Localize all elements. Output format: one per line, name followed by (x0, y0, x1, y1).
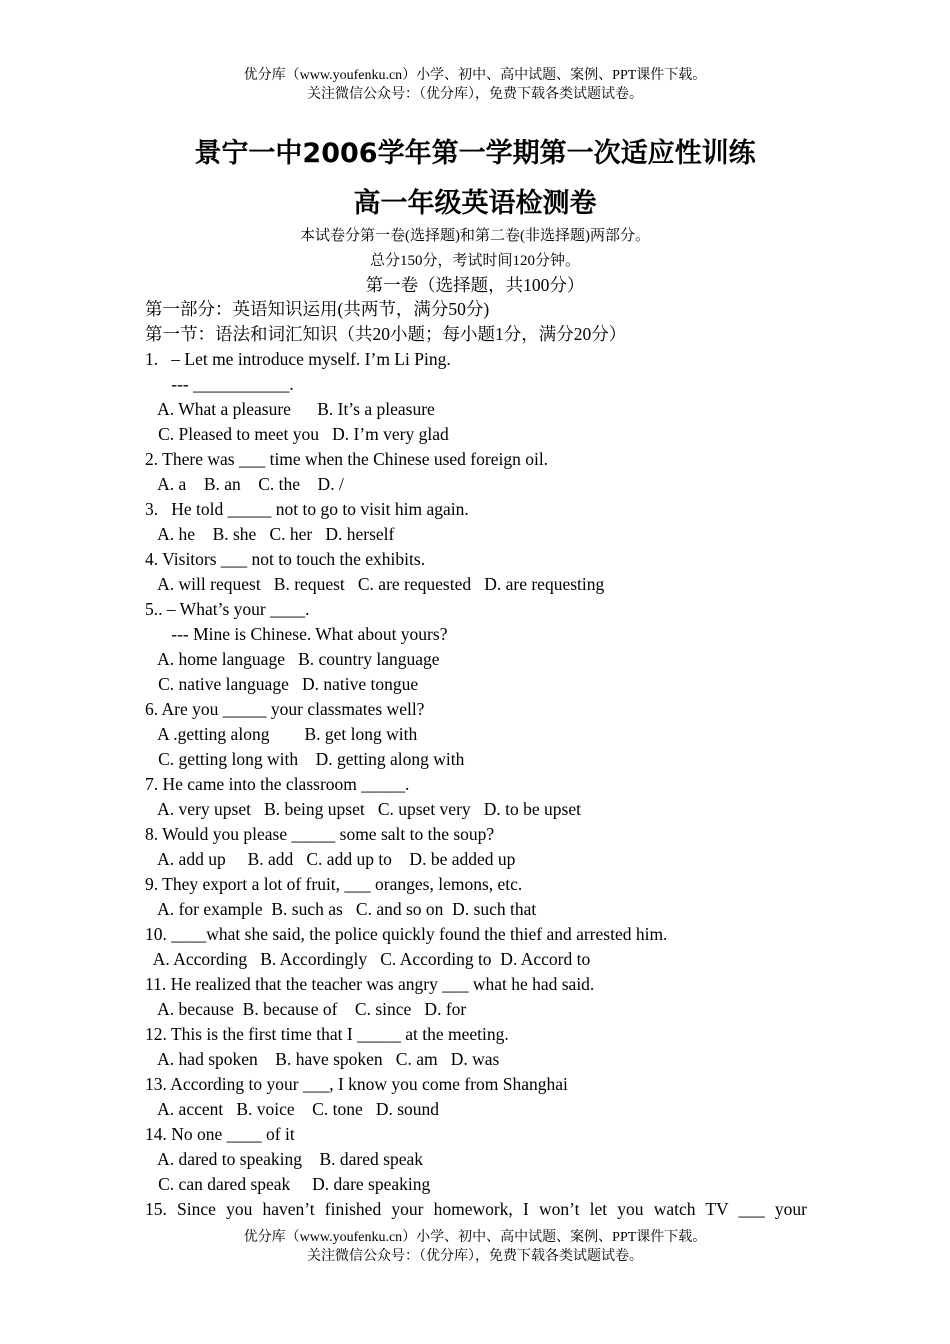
option-line: A. home language B. country language (145, 649, 440, 669)
footer-line-1: 优分库（www.youfenku.cn）小学、初中、高中试题、案例、PPT课件下载。 (243, 1230, 707, 1245)
exam-title: 景宁一中2006学年第一学期第一次适应性训练 (194, 138, 756, 169)
footer-line-2: 关注微信公众号：（优分库），免费下载各类试题试卷。 (307, 1249, 643, 1264)
option-line: A. dared to speaking B. dared speak (145, 1149, 423, 1169)
question-line: 1. – Let me introduce myself. I’m Li Ping. (145, 349, 451, 369)
page-header (0, 66, 950, 104)
question-line: 3. He told _____ not to go to visit him again. (145, 499, 469, 519)
question-line: 14. No one ____ of it (145, 1124, 295, 1144)
exam-info-line-1: 本试卷分第一卷(选择题)和第二卷(非选择题)两部分。 (300, 228, 650, 244)
question-line: 12. This is the first time that I _____ at the meeting. (145, 1024, 509, 1044)
question-line: 15. Since you haven’t finished your homework, I won’t let you watch TV ___ your (145, 1199, 807, 1219)
exam-info (0, 224, 950, 274)
option-line: C. can dared speak D. dare speaking (145, 1174, 431, 1194)
option-line: A. for example B. such as C. and so on D. such that (145, 899, 537, 919)
question-line: --- Mine is Chinese. What about yours? (145, 624, 448, 644)
section-heading: 第一卷（选择题，共100分） (365, 275, 585, 295)
option-line: A. very upset B. being upset C. upset very D. to be upset (145, 799, 581, 819)
option-line: A. According B. Accordingly C. According to D. Accord to (145, 949, 591, 969)
option-line: A. What a pleasure B. It’s a pleasure (145, 399, 435, 419)
option-line: A. accent B. voice C. tone D. sound (145, 1099, 440, 1119)
exam-info-line-2: 总分150分，考试时间120分钟。 (369, 253, 580, 269)
header-line-1: 优分库（www.youfenku.cn）小学、初中、高中试题、案例、PPT课件下载。 (243, 68, 707, 83)
option-line: A. because B. because of C. since D. for (145, 999, 467, 1019)
exam-subtitle: 高一年级英语检测卷 (353, 188, 597, 219)
question-line: --- ___________. (145, 374, 294, 394)
option-line: C. native language D. native tongue (145, 674, 419, 694)
option-line: A. add up B. add C. add up to D. be added up (145, 849, 516, 869)
question-line: 6. Are you _____ your classmates well? (145, 699, 425, 719)
option-line: A. will request B. request C. are requested D. are requesting (145, 574, 605, 594)
question-line: 5.. – What’s your ____. (145, 599, 310, 619)
option-line: A. had spoken B. have spoken C. am D. was (145, 1049, 500, 1069)
question-line: 2. There was ___ time when the Chinese used foreign oil. (145, 449, 549, 469)
option-line: A. a B. an C. the D. / (145, 474, 344, 494)
question-line: 10. ____what she said, the police quickly found the thief and arrested him. (145, 924, 668, 944)
question-line: 7. He came into the classroom _____. (145, 774, 410, 794)
page-footer (0, 1228, 950, 1266)
question-line: 4. Visitors ___ not to touch the exhibits. (145, 549, 426, 569)
option-line: A. he B. she C. her D. herself (145, 524, 395, 544)
option-line: C. Pleased to meet you D. I’m very glad (145, 424, 449, 444)
subsection-heading: 第一节：语法和词汇知识（共20小题；每小题1分，满分20分） (145, 324, 627, 344)
part-heading: 第一部分：英语知识运用(共两节，满分50分) (145, 299, 490, 319)
question-line: 11. He realized that the teacher was angry ___ what he had said. (145, 974, 595, 994)
option-line: C. getting long with D. getting along with (145, 749, 465, 769)
option-line: A .getting along B. get long with (145, 724, 418, 744)
question-line: 13. According to your ___, I know you come from Shanghai (145, 1074, 568, 1094)
question-body (145, 297, 807, 1222)
question-line: 9. They export a lot of fruit, ___ oranges, lemons, etc. (145, 874, 523, 894)
header-line-2: 关注微信公众号：（优分库），免费下载各类试题试卷。 (307, 87, 643, 102)
question-line: 8. Would you please _____ some salt to the soup? (145, 824, 495, 844)
